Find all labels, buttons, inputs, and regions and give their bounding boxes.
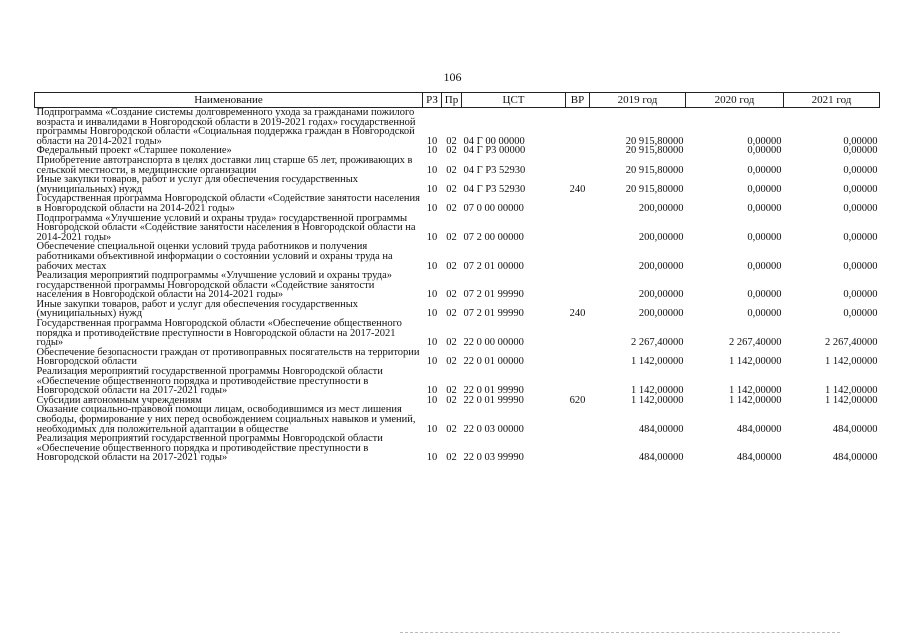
header-2020: 2020 год [686, 93, 784, 108]
cell-name: Реализация мероприятий государственной программы Новгородской области «Обеспечение общественного порядка и противодействие преступности в Новгородской области на 2017-2021 годы» [36, 433, 383, 464]
cell-2021: 0,00000 [843, 145, 878, 157]
cell-2021: 0,00000 [843, 308, 878, 320]
cell-rz: 10 [426, 394, 438, 406]
header-pr: Пр [442, 93, 462, 108]
cell-2020: 1 142,00000 [729, 356, 782, 368]
cell-name: Федеральный проект «Старшее поколение» [36, 145, 232, 157]
header-rz: РЗ [423, 93, 442, 108]
table-row [35, 156, 880, 175]
cell-rz: 10 [426, 145, 438, 157]
header-vr: ВР [566, 93, 590, 108]
cell-2020: 484,00000 [736, 423, 782, 435]
cell-2021: 484,00000 [832, 423, 878, 435]
table-row [35, 194, 880, 213]
table-row [35, 108, 880, 147]
table-row [35, 300, 880, 319]
cell-rz: 10 [426, 183, 438, 195]
cell-cst: 22 0 03 00000 [463, 423, 524, 435]
cell-2021: 484,00000 [832, 452, 878, 464]
cell-vr [566, 194, 590, 213]
cell-cst: 07 2 01 99990 [463, 289, 524, 301]
header-2019: 2019 год [590, 93, 686, 108]
cell-pr: 02 [446, 423, 457, 435]
cell-2020: 0,00000 [747, 183, 782, 195]
table-row [35, 271, 880, 300]
cell-2019: 200,00000 [638, 260, 684, 272]
cell-vr [566, 348, 590, 367]
cell-2021: 0,00000 [843, 231, 878, 243]
table-header-row [35, 93, 880, 108]
cell-rz: 10 [426, 356, 438, 368]
cell-2019: 1 142,00000 [631, 356, 684, 368]
cell-2021: 1 142,00000 [825, 385, 878, 397]
table-row [35, 242, 880, 271]
cell-2020: 0,00000 [747, 164, 782, 176]
table-row [35, 175, 880, 194]
cell-2020: 2 267,40000 [729, 337, 782, 349]
cell-2020: 0,00000 [747, 260, 782, 272]
cell-2021: 0,00000 [843, 183, 878, 195]
cell-rz: 10 [426, 308, 438, 320]
header-cst: ЦСТ [462, 93, 566, 108]
cell-pr: 02 [446, 289, 457, 301]
cell-vr [566, 319, 590, 348]
cell-name: Подпрограмма «Улучшение условий и охраны труда» государственной программы Новгородской области «Содействие занятости населения в Новгородской области на 2014-2021 годы» [36, 212, 416, 243]
cell-2021: 1 142,00000 [825, 356, 878, 368]
cell-rz: 10 [426, 260, 438, 272]
cell-pr: 02 [446, 145, 457, 157]
cell-2019: 20 915,80000 [625, 164, 684, 176]
cell-2020: 0,00000 [747, 308, 782, 320]
table-row [35, 405, 880, 434]
cell-rz: 10 [426, 202, 438, 214]
cell-2019: 484,00000 [638, 452, 684, 464]
header-2021: 2021 год [784, 93, 880, 108]
cell-name: Субсидии автономным учреждениям [36, 394, 202, 406]
cell-pr: 02 [446, 356, 457, 368]
cell-2019: 20 915,80000 [625, 145, 684, 157]
cell-2019: 20 915,80000 [625, 183, 684, 195]
table-body [35, 108, 880, 463]
cell-rz: 10 [426, 135, 438, 147]
cell-cst: 04 Г 00 00000 [463, 135, 525, 147]
cell-2020: 0,00000 [747, 202, 782, 214]
cell-name: Государственная программа Новгородской области «Обеспечение общественного порядка и противодействие преступности в Новгородской области на 2017-2021 годы» [36, 318, 402, 349]
cell-vr [566, 214, 590, 243]
cell-vr [566, 405, 590, 434]
cell-cst: 07 0 00 00000 [463, 202, 524, 214]
cell-vr [566, 146, 590, 156]
cell-name: Оказание социально-правовой помощи лицам, освободившимся из мест лишения свободы, формирование у них перед освобождением социальных навыков и умений, необходимых для положительной адаптации в обществе [36, 404, 416, 435]
cell-name: Иные закупки товаров, работ и услуг для обеспечения государственных (муниципальных) нужд [36, 174, 359, 195]
cell-cst: 22 0 01 00000 [463, 356, 524, 368]
cell-2021: 0,00000 [843, 289, 878, 301]
cell-rz: 10 [426, 452, 438, 464]
cell-rz: 10 [426, 337, 438, 349]
cell-vr [566, 367, 590, 396]
cell-pr: 02 [446, 202, 457, 214]
cell-2021: 2 267,40000 [825, 337, 878, 349]
cell-2019: 1 142,00000 [631, 385, 684, 397]
cell-2019: 200,00000 [638, 231, 684, 243]
cell-pr: 02 [446, 394, 457, 406]
cell-2020: 0,00000 [747, 231, 782, 243]
cell-2020: 484,00000 [736, 452, 782, 464]
cell-pr: 02 [446, 337, 457, 349]
cell-rz: 10 [426, 385, 438, 397]
cell-name: Реализация мероприятий государственной программы Новгородской области «Обеспечение общественного порядка и противодействие преступности в Новгородской области на 2017-2021 годы» [36, 366, 383, 397]
cell-cst: 04 Г Р3 52930 [463, 164, 526, 176]
cell-2021: 0,00000 [843, 135, 878, 147]
cell-pr: 02 [446, 135, 457, 147]
cell-pr: 02 [446, 231, 457, 243]
cell-name: Реализация мероприятий подпрограммы «Улучшение условий и охраны труда» государственной программы Новгородской области «Содействие занятости населения в Новгородской области на 2014-2021 годы» [36, 270, 393, 301]
cell-pr: 02 [446, 452, 457, 464]
cell-rz: 10 [426, 231, 438, 243]
cell-pr: 02 [446, 308, 457, 320]
cell-2020: 0,00000 [747, 145, 782, 157]
cell-2021: 0,00000 [843, 164, 878, 176]
cell-2019: 200,00000 [638, 289, 684, 301]
cell-cst: 07 2 01 99990 [463, 308, 524, 320]
cell-vr [566, 108, 590, 147]
table-row [35, 348, 880, 367]
cell-name: Обеспечение безопасности граждан от противоправных посягательств на территории Новгородской области [36, 346, 420, 368]
cell-pr: 02 [446, 385, 457, 397]
cell-cst: 22 0 03 99990 [463, 452, 524, 464]
cell-cst: 04 Г Р3 00000 [463, 145, 526, 157]
cell-2019: 200,00000 [638, 202, 684, 214]
cell-pr: 02 [446, 260, 457, 272]
cell-name: Иные закупки товаров, работ и услуг для обеспечения государственных (муниципальных) нужд [36, 298, 359, 320]
cell-name: Обеспечение специальной оценки условий труда работников и получения работниками объективной информации о состоянии условий и охраны труда на рабочих местах [36, 241, 393, 272]
cell-2020: 0,00000 [747, 135, 782, 147]
page-number: 106 [443, 70, 462, 84]
cell-2019: 200,00000 [638, 308, 684, 320]
cell-name: Приобретение автотранспорта в целях доставки лиц старше 65 лет, проживающих в сельской местности, в медицинские организации [36, 154, 413, 176]
cell-vr: 620 [569, 394, 586, 406]
cell-2019: 2 267,40000 [631, 337, 684, 349]
cell-vr [566, 271, 590, 300]
cell-rz: 10 [426, 289, 438, 301]
cell-2021: 0,00000 [843, 260, 878, 272]
cell-2020: 0,00000 [747, 289, 782, 301]
table-row [35, 434, 880, 463]
cell-cst: 07 2 00 00000 [463, 231, 524, 243]
cell-cst: 04 Г Р3 52930 [463, 183, 526, 195]
cell-2019: 1 142,00000 [631, 394, 684, 406]
cell-name: Подпрограмма «Создание системы долговременного ухода за гражданами пожилого возраста и инвалидами в Новгородской области в 2019-2021 годах» государственной программы Новгородской области «Социальная поддержка граждан в Новгородской области на 2014-2021 годы» [36, 107, 416, 147]
cell-rz: 10 [426, 164, 438, 176]
cell-vr: 240 [569, 308, 586, 320]
cell-cst: 22 0 01 99990 [463, 394, 524, 406]
cell-2021: 1 142,00000 [825, 394, 878, 406]
cell-name: Государственная программа Новгородской области «Содействие занятости населения в Новгородской области на 2014-2021 годы» [36, 193, 420, 214]
cell-pr: 02 [446, 164, 457, 176]
cell-vr [566, 242, 590, 271]
cell-vr [566, 434, 590, 463]
cell-cst: 22 0 00 00000 [463, 337, 524, 349]
page-divider [400, 632, 840, 634]
cell-2020: 1 142,00000 [729, 385, 782, 397]
cell-vr: 240 [569, 183, 586, 195]
table-row [35, 214, 880, 243]
cell-cst: 07 2 01 00000 [463, 260, 524, 272]
cell-2021: 0,00000 [843, 202, 878, 214]
table-row [35, 367, 880, 396]
table-row [35, 319, 880, 348]
budget-table [34, 92, 880, 463]
cell-2019: 484,00000 [638, 423, 684, 435]
cell-2019: 20 915,80000 [625, 135, 684, 147]
cell-pr: 02 [446, 183, 457, 195]
cell-cst: 22 0 01 99990 [463, 385, 524, 397]
cell-vr [566, 156, 590, 175]
cell-2020: 1 142,00000 [729, 394, 782, 406]
cell-rz: 10 [426, 423, 438, 435]
header-name: Наименование [35, 93, 423, 108]
